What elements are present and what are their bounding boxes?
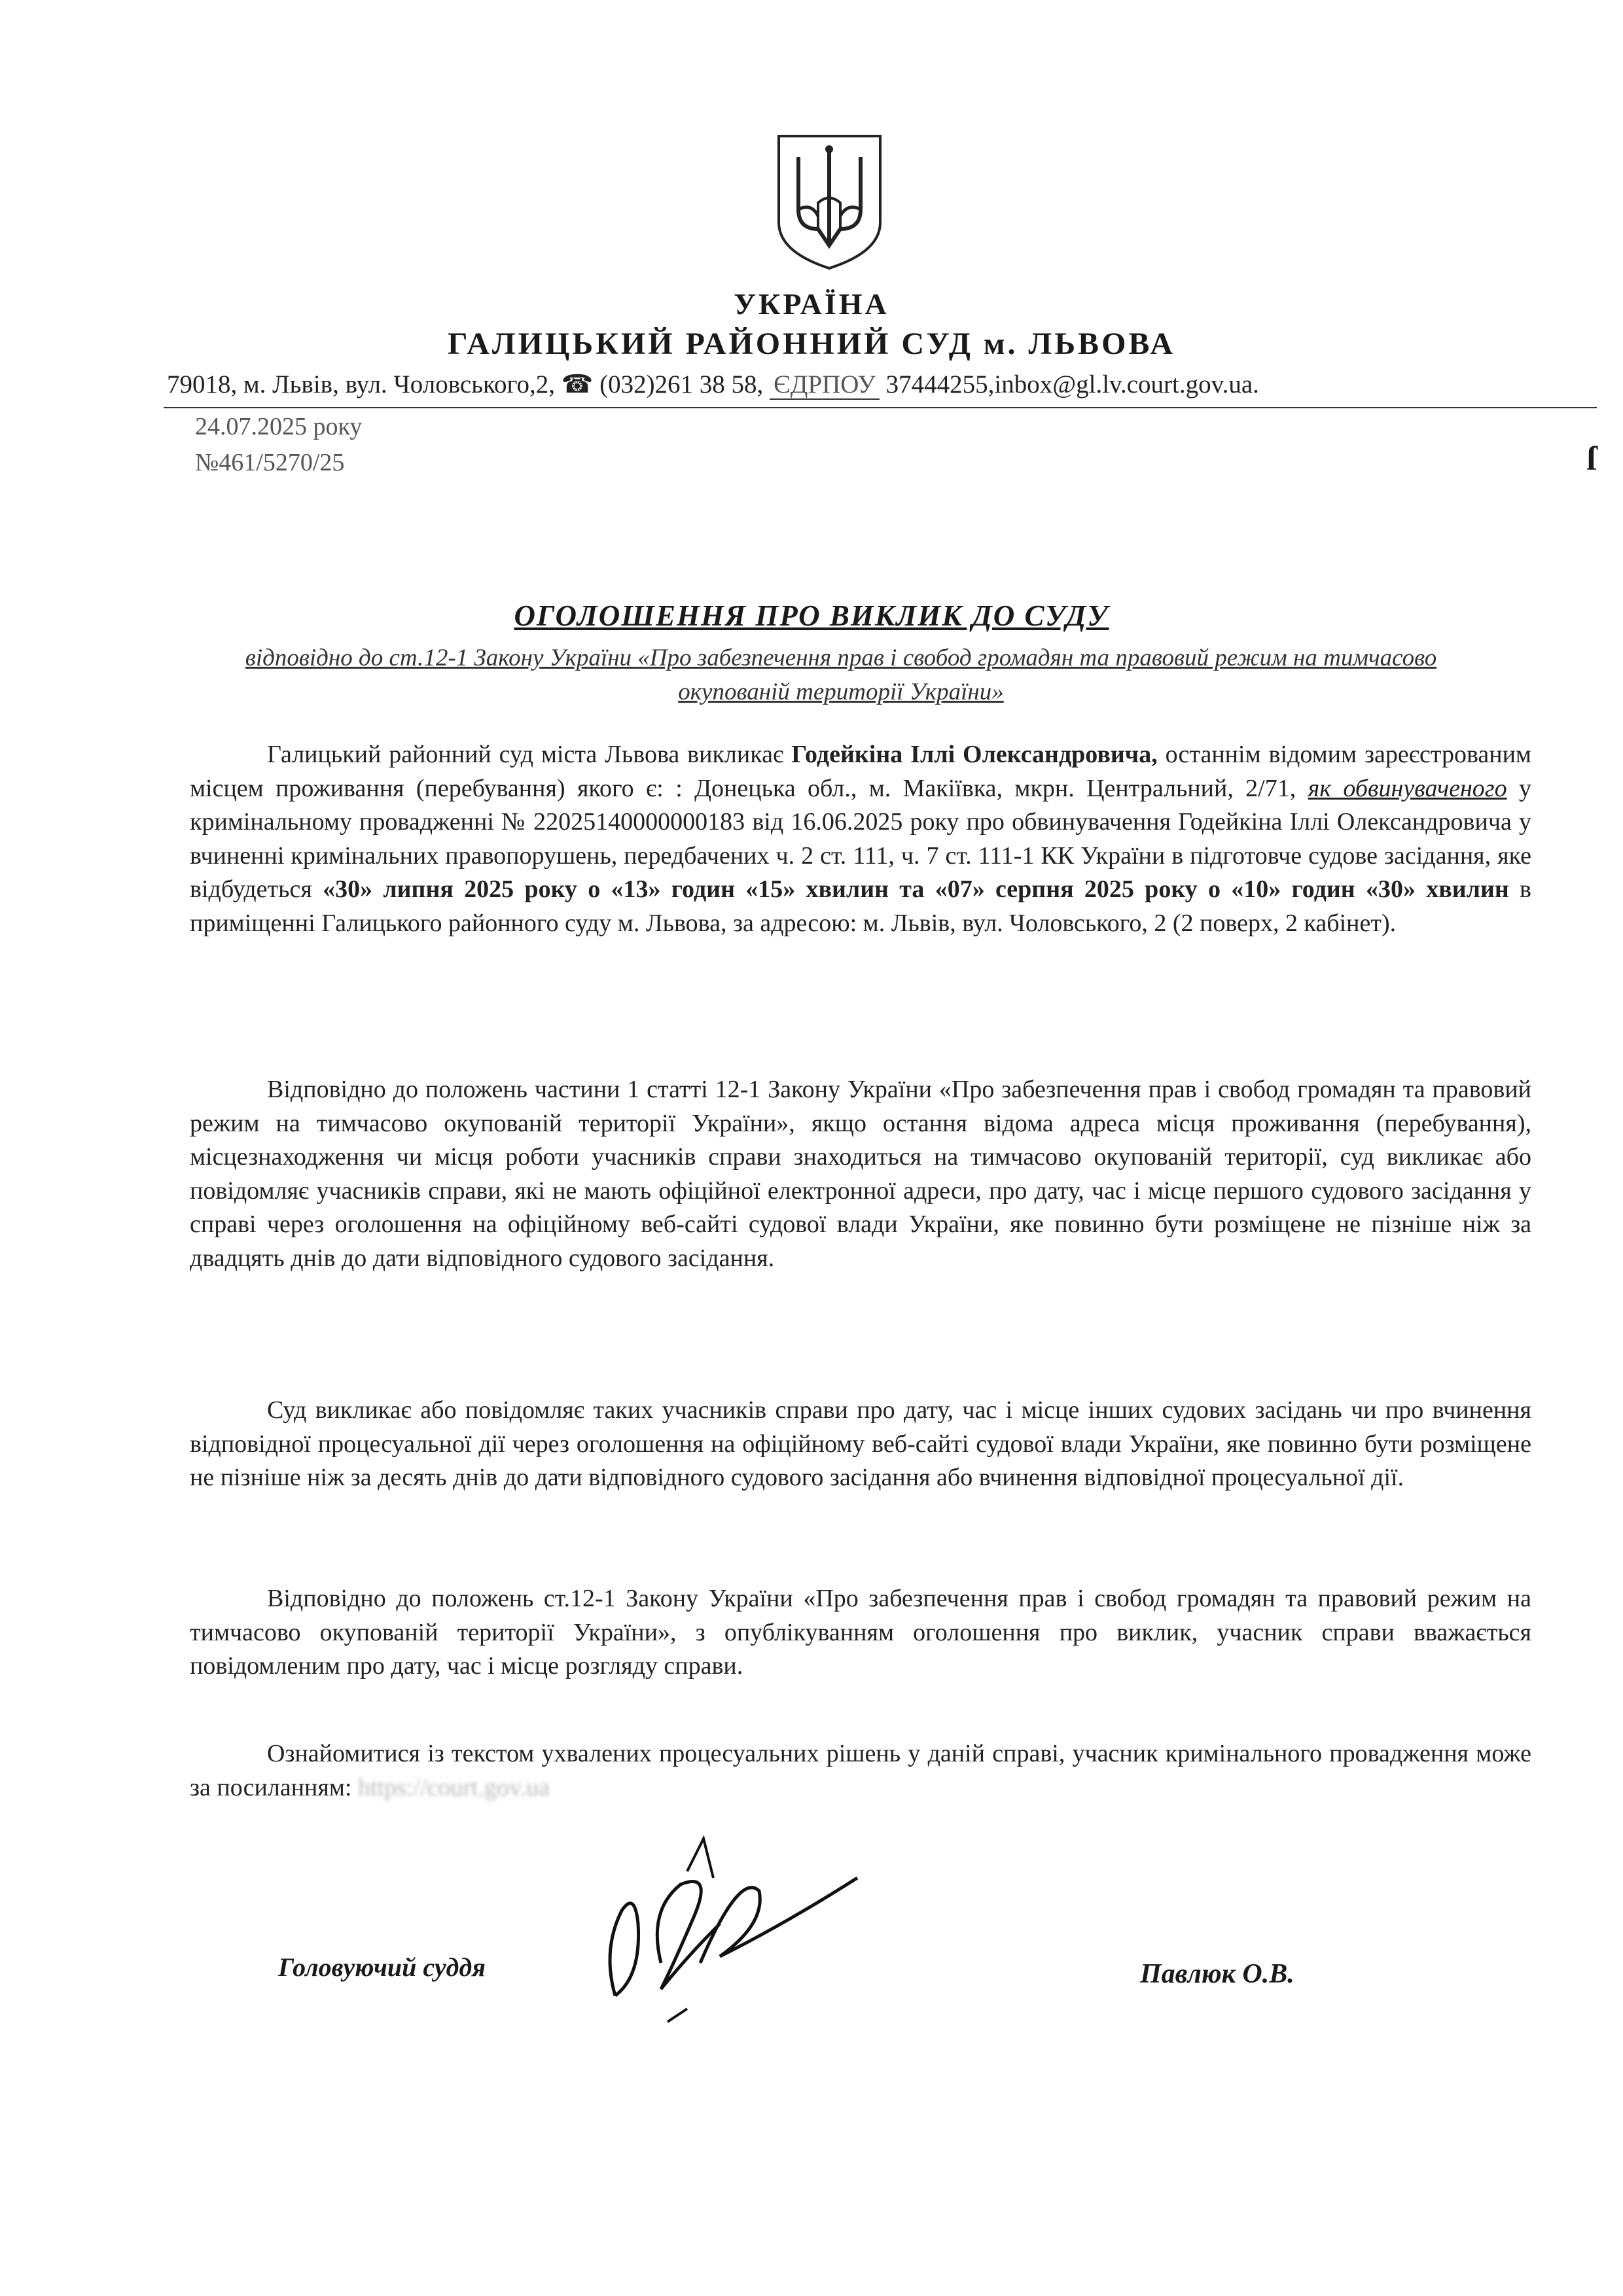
paragraph-law-basis (190, 1073, 1531, 1275)
p2-text: Відповідно до положень частини 1 статті 12-1 Закону України «Про забезпечення прав і свобод громадян та правовий режим на тимчасово окупованій території України», якщо остання відома адреса місця проживання (перебування), місцезнаходження чи місця роботи учасників справи знаходиться на тимчасово окупованій території, суд викликає або повідомляє учасників справи, які не мають офіційної електронної адреси, про дату, час і місце першого судового засідання у справі через оголошення на офіційному веб-сайті судової влади України, яке повинно бути розміщене не пізніше ніж за двадцять днів до дати відповідного судового засідання. (190, 1076, 1531, 1272)
header-court-name: ГАЛИЦЬКИЙ РАЙОННИЙ СУД м. ЛЬВОВА (447, 327, 1176, 361)
judge-name: Павлюк О.В. (1140, 1959, 1294, 1989)
defendant-name: Годейкіна Іллі Олександровича, (791, 741, 1158, 768)
paragraph-other-hearings (190, 1394, 1531, 1495)
p4-text: Відповідно до положень ст.12-1 Закону України «Про забезпечення прав і свобод громадян та правовий режим на тимчасово окупованій території України», з опублікуванням оголошення про виклик, учасник справи вважається повідомленим про дату, час і місце розгляду справи. (190, 1585, 1531, 1680)
coat-of-arms-icon (772, 131, 887, 272)
phone-icon: ☎ (561, 370, 594, 398)
paragraph-decisions-link (190, 1737, 1531, 1805)
defendant-role: як обвинуваченого (1308, 774, 1507, 802)
edrpou-label: ЄДРПОУ (770, 370, 880, 400)
signature-role: Головуючий суддя (278, 1952, 486, 1982)
p3-text: Суд викликає або повідомляє таких учасників справи про дату, час і місце інших судових засідань чи про вчинення відповідної процесуальної дії через оголошення на офіційному веб-сайті судової влади України, яке повинно бути розміщене не пізніше ніж за десять днів до дати відповідного судового засідання або вчинення відповідної процесуальної дії. (190, 1396, 1531, 1491)
phone-number: (032)261 38 58, (599, 370, 764, 398)
court-address-line (167, 370, 1607, 399)
header-country: УКРАЇНА (734, 287, 889, 321)
address-underline (164, 407, 1597, 408)
notice-subtitle: відповідно до ст.12-1 Закону України «Про забезпечення прав і свобод громадян та правовий режим на тимчасово окупованій території України» (245, 645, 1437, 705)
document-date: 24.07.2025 року (195, 413, 363, 440)
edrpou-and-email: 37444255,inbox@gl.lv.court.gov.ua. (885, 370, 1259, 398)
p1-text-a: Галицький районний суд міста Львова викликає (267, 741, 792, 768)
p1-text-c: у кримінальному провадженні № 22025140000000183 від 16.06.2025 року про обвинувачення Годейкіна Іллі Олександровича у вчиненні кримінальних правопорушень, передбачених ч. 2 ст. 111, ч. 7 ст. 111-1 КК України в підготовче судове засідання, яке відбудеться (190, 774, 1531, 903)
notice-title: ОГОЛОШЕННЯ ПРО ВИКЛИК ДО СУДУ (514, 599, 1109, 632)
decisions-link[interactable]: https://court.gov.ua (357, 1773, 550, 1801)
case-number: №461/5270/25 (195, 449, 345, 476)
paragraph-summons (190, 738, 1531, 940)
paragraph-notification (190, 1582, 1531, 1684)
p1-text-b: останнім відомим зареєстрованим місцем проживання (перебування) якого є: : Донецька обл., м. Макіївка, мкрн. Центральний, 2/71, (190, 741, 1531, 802)
address-text: 79018, м. Львів, вул. Чоловського,2, (167, 370, 555, 398)
p1-text-d: в приміщенні Галицького районного суду м. Львова, за адресою: м. Львів, вул. Чоловського, 2 (2 поверх, 2 кабінет). (190, 875, 1531, 937)
margin-mark: ſ (1587, 440, 1597, 478)
handwritten-signature (589, 1832, 864, 2028)
hearing-dates: «30» липня 2025 року о «13» годин «15» хвилин та «07» серпня 2025 року о «10» годин «30» хвилин (323, 875, 1509, 903)
p5-text: Ознайомитися із текстом ухвалених процесуальних рішень у даній справі, учасник кримінального провадження може за посиланням: (190, 1740, 1531, 1801)
